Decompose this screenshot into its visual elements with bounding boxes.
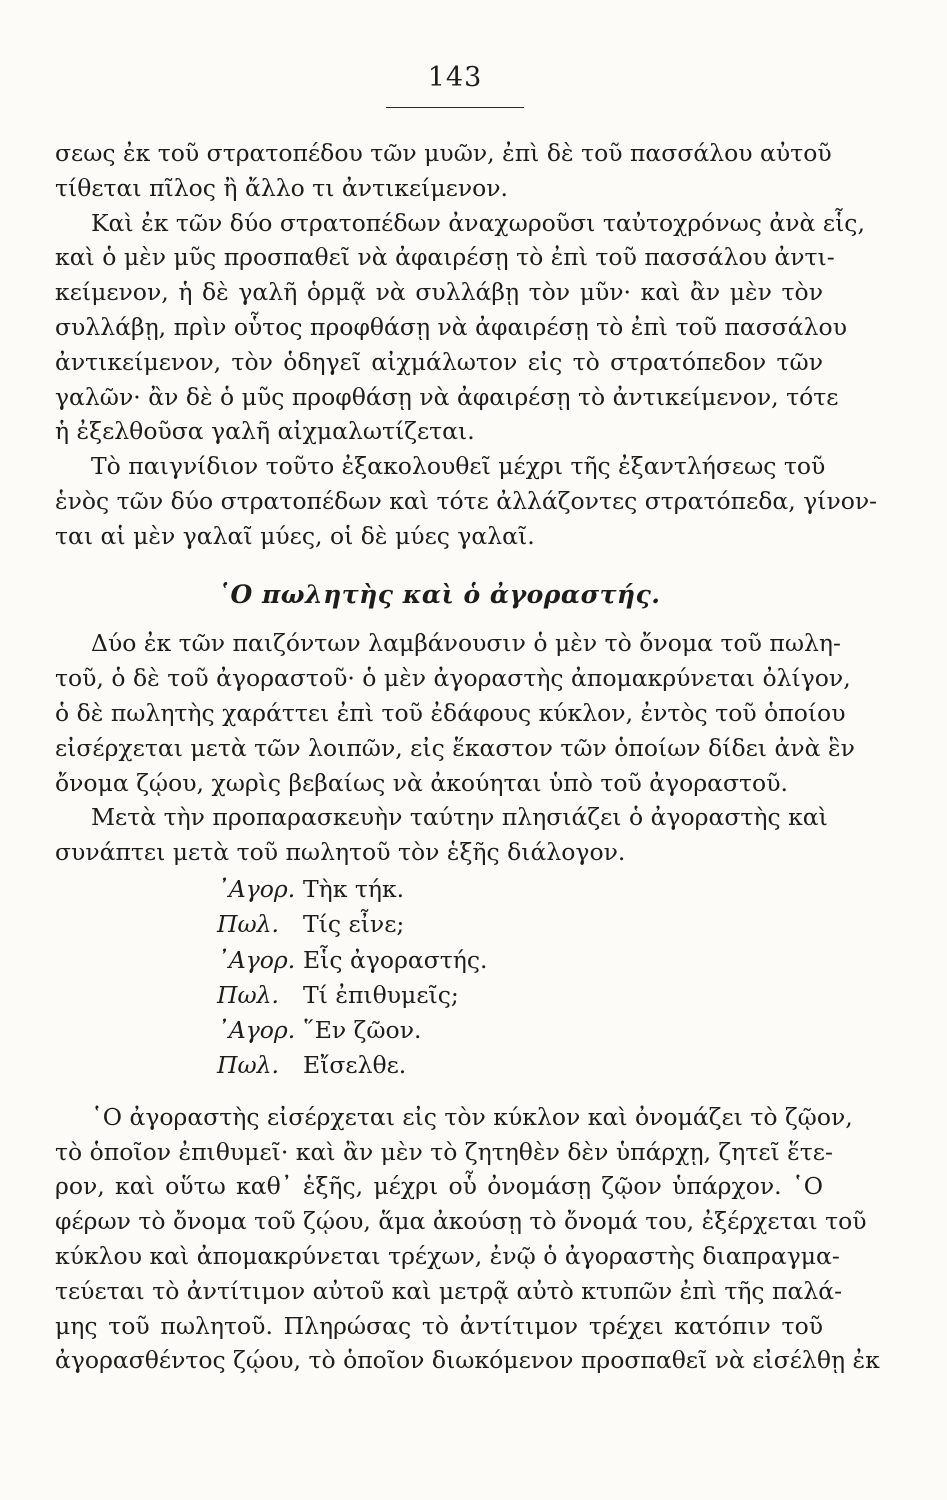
paragraph-mice-cats [55,206,865,450]
text-line: καὶ ὁ μὲν μῦς προσπαθεῖ νὰ ἀφαιρέσῃ τὸ ἐπὶ τοῦ πασσάλου ἀντι- [55,243,835,272]
dialogue-text: Τίς εἶνε; [303,910,405,939]
paragraph-dialogue-intro [55,800,828,870]
paragraph-continuation [55,136,832,206]
paragraph-game-continues [55,449,878,553]
text-line: τίθεται πῖλος ἢ ἄλλο τι ἀντικείμενον. [55,173,509,202]
dialogue-speaker: ᾿Αγορ. [217,1016,296,1045]
text-line: ὁ δὲ πωλητὴς χαράττει ἐπὶ τοῦ ἐδάφους κύκλον, ἐντὸς τοῦ ὁποίου [55,698,846,727]
dialogue-row [217,1013,823,1048]
text-line: συλλάβῃ, πρὶν οὗτος προφθάσῃ νὰ ἀφαιρέσῃ τὸ ἐπὶ τοῦ πασσάλου [55,312,847,341]
section-heading: ῾Ο πωλητὴς καὶ ὁ ἀγοραστής. [217,579,661,609]
dialogue-speaker: Πωλ. [217,980,280,1009]
text-line: σεως ἐκ τοῦ στρατοπέδου τῶν μυῶν, ἐπὶ δὲ τοῦ πασσάλου αὐτοῦ [55,139,832,167]
text-line: κείμενον, ἡ δὲ γαλῆ ὁρμᾷ νὰ συλλάβῃ τὸν μῦν· καὶ ἂν μὲν τὸν [55,278,823,307]
dialogue-text: Εἴσελθε. [303,1051,407,1080]
dialogue [217,872,823,1084]
dialogue-speaker: Πωλ. [217,1051,280,1080]
dialogue-row [217,943,823,978]
text-line: ἀγορασθέντος ζῴου, τὸ ὁποῖον διωκόμενον προσπαθεῖ νὰ εἰσέλθῃ ἐκ [55,1346,880,1375]
page-body [55,136,880,1378]
dialogue-row [217,978,823,1013]
text-line: μης τοῦ πωλητοῦ. Πληρώσας τὸ ἀντίτιμον τρέχει κατόπιν τοῦ [55,1311,823,1340]
page-number: 143 [427,62,483,93]
text-line: γαλῶν· ἂν δὲ ὁ μῦς προφθάσῃ νὰ ἀφαιρέσῃ τὸ ἀντικείμενον, τότε [55,382,839,411]
dialogue-speaker: ᾿Αγορ. [217,874,296,903]
text-line: τὸ ὁποῖον ἐπιθυμεῖ· καὶ ἂν μὲν τὸ ζητηθὲν δὲν ὑπάρχῃ, ζητεῖ ἕτε- [55,1137,833,1166]
paragraph-roles [55,626,855,800]
dialogue-speaker: ᾿Αγορ. [217,945,296,974]
text-line: κύκλου καὶ ἀπομακρύνεται τρέχων, ἐνῷ ὁ ἀγοραστὴς διαπραγμα- [55,1241,840,1270]
dialogue-text: Εἷς ἀγοραστής. [303,945,488,974]
text-line: συνάπτει μετὰ τοῦ πωλητοῦ τὸν ἑξῆς διάλογον. [55,838,626,867]
text-line: ἑνὸς τῶν δύο στρατοπέδων καὶ τότε ἀλλάζοντες στρατόπεδα, γίνον- [55,486,878,515]
page-number-rule [386,107,524,108]
text-line: φέρων τὸ ὄνομα τοῦ ζῴου, ἅμα ἀκούσῃ τὸ ὄνομά του, ἐξέρχεται τοῦ [55,1207,867,1236]
text-line: ἀντικείμενον, τὸν ὁδηγεῖ αἰχμάλωτον εἰς τὸ στρατόπεδον τῶν [55,347,823,376]
dialogue-row [217,1048,823,1083]
text-line: εἰσέρχεται μετὰ τῶν λοιπῶν, εἰς ἕκαστον τῶν ὁποίων δίδει ἀνὰ ἓν [55,733,855,762]
text-line: Δύο ἐκ τῶν παιζόντων λαμβάνουσιν ὁ μὲν τὸ ὄνομα τοῦ πωλη- [91,629,841,658]
text-line: ῾Ο ἀγοραστὴς εἰσέρχεται εἰς τὸν κύκλον καὶ ὀνομάζει τὸ ζῷον, [91,1102,853,1131]
text-line: ὄνομα ζῴου, χωρὶς βεβαίως νὰ ἀκούηται ὑπὸ τοῦ ἀγοραστοῦ. [55,768,788,797]
dialogue-speaker: Πωλ. [217,910,280,939]
text-line: ἡ ἐξελθοῦσα γαλῆ αἰχμαλωτίζεται. [55,417,475,446]
text-line: τεύεται τὸ ἀντίτιμον αὐτοῦ καὶ μετρᾷ αὐτὸ κτυπῶν ἐπὶ τῆς παλά- [55,1276,843,1305]
dialogue-text: ῞Εν ζῶον. [303,1016,422,1045]
paragraph-buyer-enters [55,1100,880,1378]
text-line: Τὸ παιγνίδιον τοῦτο ἐξακολουθεῖ μέχρι τῆς ἐξαντλήσεως τοῦ [91,452,826,481]
text-line: τοῦ, ὁ δὲ τοῦ ἀγοραστοῦ· ὁ μὲν ἀγοραστὴς ἀπομακρύνεται ὀλίγον, [55,664,851,693]
text-line: ρον, καὶ οὕτω καθ᾿ ἑξῆς, μέχρι οὗ ὀνομάσῃ ζῷον ὑπάρχον. ῾Ο [55,1172,823,1201]
spacer [55,1090,823,1100]
dialogue-text: Τί ἐπιθυμεῖς; [303,980,459,1009]
text-line: ται αἱ μὲν γαλαῖ μύες, οἱ δὲ μύες γαλαῖ. [55,521,535,550]
dialogue-row [217,872,823,907]
dialogue-row [217,907,823,942]
text-line: Μετὰ τὴν προπαρασκευὴν ταύτην πλησιάζει ὁ ἀγοραστὴς καὶ [91,803,828,832]
text-line: Καὶ ἐκ τῶν δύο στρατοπέδων ἀναχωροῦσι ταὐτοχρόνως ἀνὰ εἷς, [91,208,865,237]
dialogue-text: Τὴκ τήκ. [303,874,405,903]
